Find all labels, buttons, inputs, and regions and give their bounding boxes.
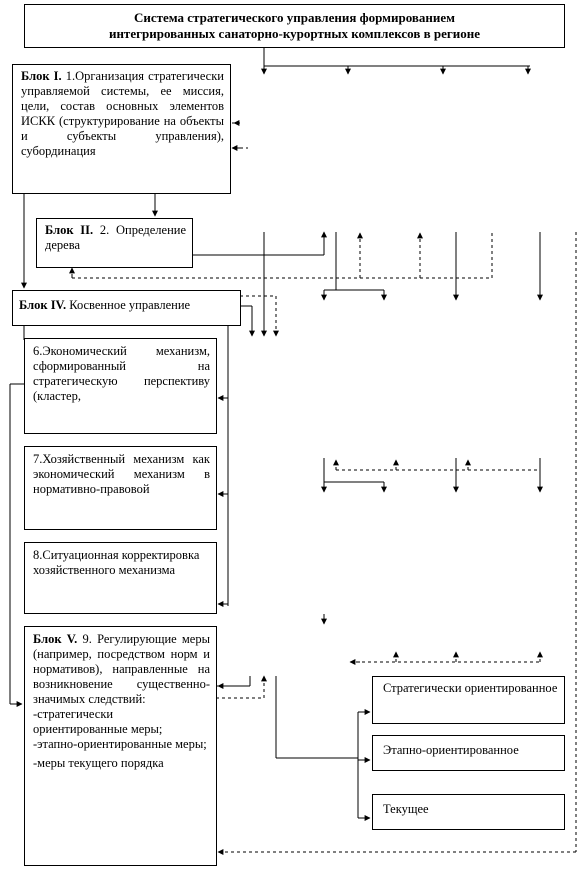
strategic-box	[372, 676, 565, 724]
current-box	[372, 794, 565, 830]
block-2-box	[36, 218, 193, 268]
stage-box	[372, 735, 565, 771]
box-7	[24, 446, 217, 530]
current-box-text: Текущее	[383, 802, 429, 816]
box-8	[24, 542, 217, 614]
block-5-item-2: -этапно-ориентированные меры;	[33, 737, 207, 751]
box-6-text: 6.Экономический механизм, сформированный на стратегическую перспективу (кластер,	[33, 344, 210, 403]
strategic-box-text: Стратегически ориентированное	[383, 681, 558, 695]
block-1-label: Блок I.	[21, 69, 62, 83]
diagram-title	[24, 4, 565, 48]
title-line-2: интегрированных санаторно-курортных комплексов в регионе	[108, 26, 481, 41]
title-line-1: Система стратегического управления формированием	[133, 10, 456, 25]
box-7-text: 7.Хозяйственный механизм как экономический механизм в нормативно-правовой	[33, 452, 210, 496]
block-5-item-1: -стратегически ориентированные меры;	[33, 707, 163, 736]
block-4-label: Блок IV.	[19, 298, 67, 312]
block-5-box	[24, 626, 217, 866]
block-2-text: 2. Определение дерева	[45, 223, 186, 252]
block-4-box	[12, 290, 241, 326]
box-6	[24, 338, 217, 434]
stage-box-text: Этапно-ориентированное	[383, 743, 519, 757]
block-5-item-3: -меры текущего порядка	[33, 756, 164, 770]
block-4-text: Косвенное управление	[66, 298, 191, 312]
box-8-text: 8.Ситуационная корректировка хозяйственного механизма	[33, 548, 200, 577]
block-5-text: 9. Регулирующие меры (например, посредством норм и нормативов), направленные на возникновение существенно-значимых следствий:	[33, 632, 211, 706]
block-5-label: Блок V.	[33, 632, 78, 646]
block-1-box	[12, 64, 231, 194]
block-1-text: 1.Организация стратегически управляемой системы, ее миссия, цели, состав основных элементов ИСКК (структурирование на объекты и субъекты управления), субординация	[21, 69, 224, 158]
block-2-label: Блок II.	[45, 223, 94, 237]
